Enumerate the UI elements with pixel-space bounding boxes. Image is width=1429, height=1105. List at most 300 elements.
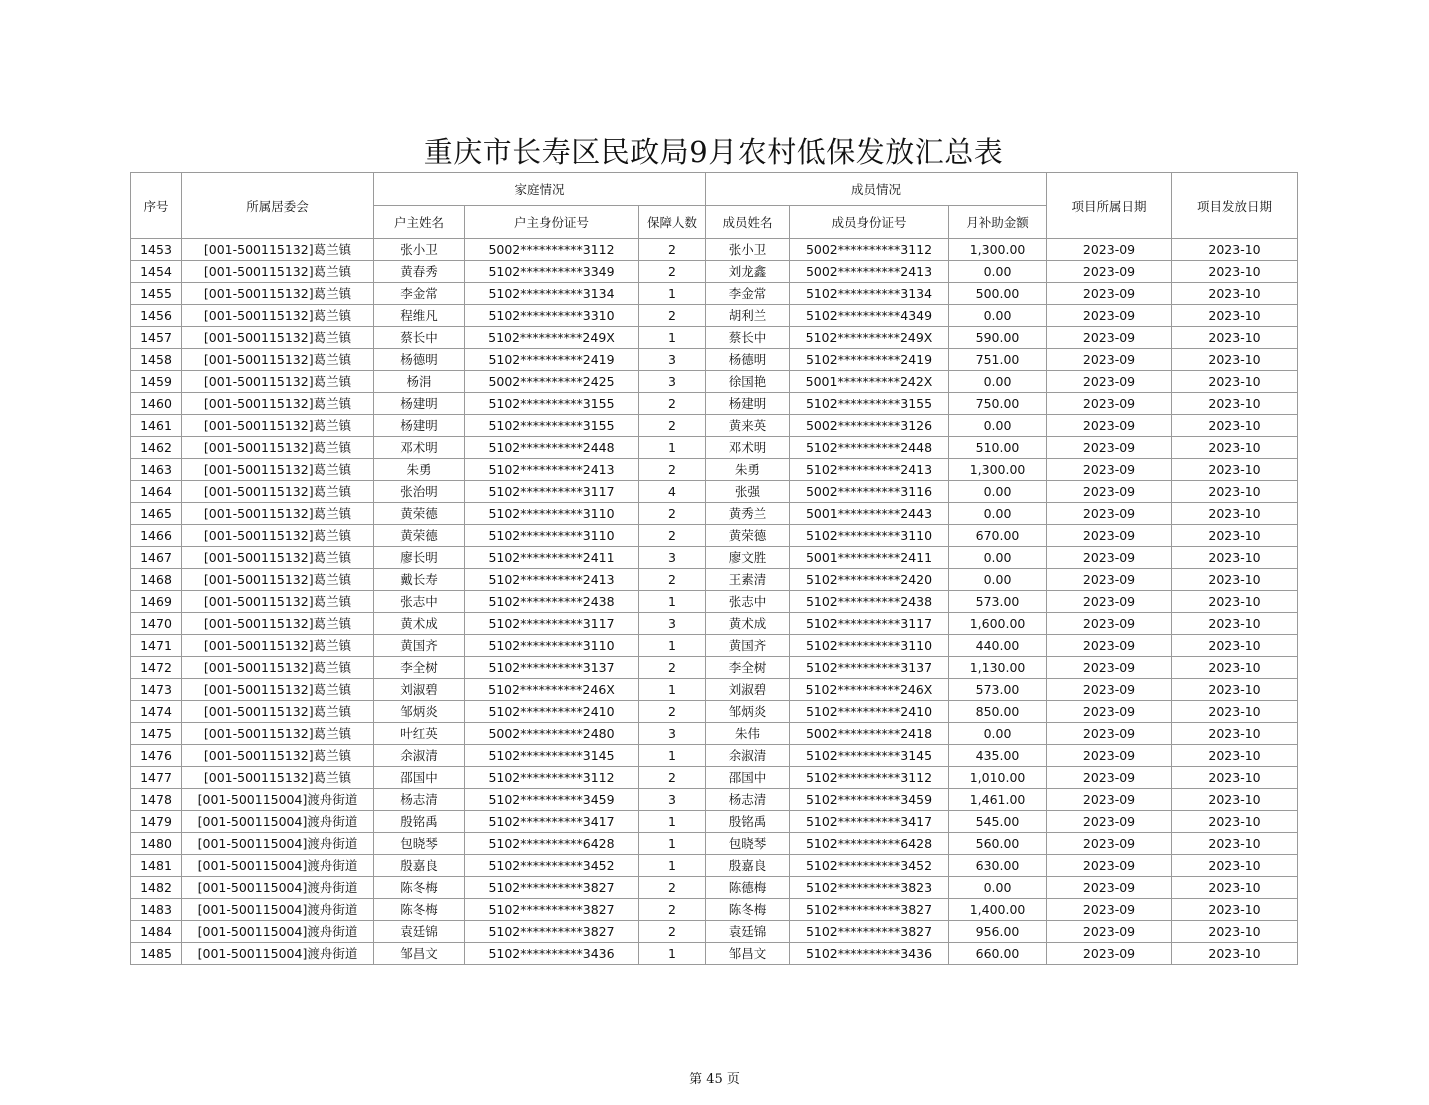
head-name-cell: 黄国齐 <box>374 635 465 657</box>
seq-cell: 1477 <box>131 767 182 789</box>
committee-cell: [001-500115004]渡舟街道 <box>182 921 374 943</box>
head-id-cell: 5102**********2411 <box>465 547 639 569</box>
head-id-cell: 5102**********2410 <box>465 701 639 723</box>
seq-cell: 1478 <box>131 789 182 811</box>
seq-cell: 1469 <box>131 591 182 613</box>
table-row <box>131 569 1298 591</box>
header-amount: 月补助金额 <box>949 206 1047 239</box>
project-date-cell: 2023-09 <box>1047 877 1172 899</box>
count-cell: 2 <box>639 305 706 327</box>
member-id-cell: 5002**********3116 <box>790 481 949 503</box>
committee-cell: [001-500115004]渡舟街道 <box>182 789 374 811</box>
seq-cell: 1457 <box>131 327 182 349</box>
issue-date-cell: 2023-10 <box>1172 635 1298 657</box>
committee-cell: [001-500115132]葛兰镇 <box>182 679 374 701</box>
head-name-cell: 杨建明 <box>374 415 465 437</box>
head-name-cell: 邹昌文 <box>374 943 465 965</box>
project-date-cell: 2023-09 <box>1047 591 1172 613</box>
header-head-id: 户主身份证号 <box>465 206 639 239</box>
header-head-name: 户主姓名 <box>374 206 465 239</box>
project-date-cell: 2023-09 <box>1047 481 1172 503</box>
member-id-cell: 5102**********2420 <box>790 569 949 591</box>
member-id-cell: 5001**********242X <box>790 371 949 393</box>
member-id-cell: 5102**********3459 <box>790 789 949 811</box>
project-date-cell: 2023-09 <box>1047 855 1172 877</box>
issue-date-cell: 2023-10 <box>1172 833 1298 855</box>
head-name-cell: 朱勇 <box>374 459 465 481</box>
project-date-cell: 2023-09 <box>1047 745 1172 767</box>
project-date-cell: 2023-09 <box>1047 767 1172 789</box>
head-id-cell: 5102**********3436 <box>465 943 639 965</box>
amount-cell: 1,300.00 <box>949 459 1047 481</box>
head-name-cell: 黄春秀 <box>374 261 465 283</box>
project-date-cell: 2023-09 <box>1047 657 1172 679</box>
member-name-cell: 陈德梅 <box>706 877 790 899</box>
head-name-cell: 黄荣德 <box>374 525 465 547</box>
member-id-cell: 5102**********2419 <box>790 349 949 371</box>
seq-cell: 1484 <box>131 921 182 943</box>
table-row <box>131 283 1298 305</box>
seq-cell: 1467 <box>131 547 182 569</box>
member-name-cell: 余淑清 <box>706 745 790 767</box>
head-name-cell: 邓术明 <box>374 437 465 459</box>
header-count: 保障人数 <box>639 206 706 239</box>
seq-cell: 1455 <box>131 283 182 305</box>
head-name-cell: 陈冬梅 <box>374 899 465 921</box>
head-id-cell: 5102**********2413 <box>465 459 639 481</box>
member-name-cell: 殷铭禹 <box>706 811 790 833</box>
amount-cell: 1,600.00 <box>949 613 1047 635</box>
issue-date-cell: 2023-10 <box>1172 547 1298 569</box>
member-name-cell: 朱伟 <box>706 723 790 745</box>
header-member-name: 成员姓名 <box>706 206 790 239</box>
member-id-cell: 5102**********6428 <box>790 833 949 855</box>
table-row <box>131 635 1298 657</box>
member-id-cell: 5102**********3823 <box>790 877 949 899</box>
member-id-cell: 5102**********246X <box>790 679 949 701</box>
head-name-cell: 李金常 <box>374 283 465 305</box>
amount-cell: 0.00 <box>949 877 1047 899</box>
issue-date-cell: 2023-10 <box>1172 811 1298 833</box>
head-name-cell: 杨德明 <box>374 349 465 371</box>
member-name-cell: 刘龙鑫 <box>706 261 790 283</box>
member-name-cell: 王素清 <box>706 569 790 591</box>
head-id-cell: 5102**********3117 <box>465 481 639 503</box>
table-row <box>131 679 1298 701</box>
amount-cell: 1,300.00 <box>949 239 1047 261</box>
project-date-cell: 2023-09 <box>1047 415 1172 437</box>
head-name-cell: 邹炳炎 <box>374 701 465 723</box>
committee-cell: [001-500115132]葛兰镇 <box>182 723 374 745</box>
seq-cell: 1459 <box>131 371 182 393</box>
count-cell: 3 <box>639 371 706 393</box>
project-date-cell: 2023-09 <box>1047 811 1172 833</box>
project-date-cell: 2023-09 <box>1047 833 1172 855</box>
head-id-cell: 5002**********2425 <box>465 371 639 393</box>
count-cell: 2 <box>639 701 706 723</box>
project-date-cell: 2023-09 <box>1047 789 1172 811</box>
head-name-cell: 杨涓 <box>374 371 465 393</box>
member-name-cell: 黄来英 <box>706 415 790 437</box>
head-name-cell: 张志中 <box>374 591 465 613</box>
head-name-cell: 袁廷锦 <box>374 921 465 943</box>
head-name-cell: 黄荣德 <box>374 503 465 525</box>
issue-date-cell: 2023-10 <box>1172 745 1298 767</box>
count-cell: 3 <box>639 613 706 635</box>
count-cell: 1 <box>639 833 706 855</box>
count-cell: 2 <box>639 415 706 437</box>
committee-cell: [001-500115132]葛兰镇 <box>182 393 374 415</box>
member-id-cell: 5102**********3145 <box>790 745 949 767</box>
amount-cell: 510.00 <box>949 437 1047 459</box>
count-cell: 2 <box>639 899 706 921</box>
committee-cell: [001-500115132]葛兰镇 <box>182 503 374 525</box>
seq-cell: 1473 <box>131 679 182 701</box>
seq-cell: 1468 <box>131 569 182 591</box>
project-date-cell: 2023-09 <box>1047 371 1172 393</box>
table-row <box>131 701 1298 723</box>
head-id-cell: 5102**********3155 <box>465 415 639 437</box>
table-row <box>131 657 1298 679</box>
issue-date-cell: 2023-10 <box>1172 371 1298 393</box>
count-cell: 3 <box>639 349 706 371</box>
head-id-cell: 5102**********3827 <box>465 921 639 943</box>
table-row <box>131 371 1298 393</box>
committee-cell: [001-500115132]葛兰镇 <box>182 371 374 393</box>
head-name-cell: 殷铭禹 <box>374 811 465 833</box>
committee-cell: [001-500115132]葛兰镇 <box>182 635 374 657</box>
head-id-cell: 5102**********3134 <box>465 283 639 305</box>
project-date-cell: 2023-09 <box>1047 503 1172 525</box>
head-name-cell: 陈冬梅 <box>374 877 465 899</box>
member-id-cell: 5001**********2411 <box>790 547 949 569</box>
issue-date-cell: 2023-10 <box>1172 569 1298 591</box>
table-row <box>131 327 1298 349</box>
member-name-cell: 杨建明 <box>706 393 790 415</box>
committee-cell: [001-500115132]葛兰镇 <box>182 525 374 547</box>
member-id-cell: 5102**********3827 <box>790 921 949 943</box>
count-cell: 2 <box>639 525 706 547</box>
committee-cell: [001-500115132]葛兰镇 <box>182 547 374 569</box>
project-date-cell: 2023-09 <box>1047 723 1172 745</box>
table-row <box>131 437 1298 459</box>
committee-cell: [001-500115004]渡舟街道 <box>182 899 374 921</box>
table-row <box>131 305 1298 327</box>
head-id-cell: 5102**********3145 <box>465 745 639 767</box>
issue-date-cell: 2023-10 <box>1172 591 1298 613</box>
seq-cell: 1471 <box>131 635 182 657</box>
head-name-cell: 杨志清 <box>374 789 465 811</box>
committee-cell: [001-500115132]葛兰镇 <box>182 437 374 459</box>
seq-cell: 1476 <box>131 745 182 767</box>
amount-cell: 0.00 <box>949 305 1047 327</box>
project-date-cell: 2023-09 <box>1047 239 1172 261</box>
seq-cell: 1465 <box>131 503 182 525</box>
count-cell: 1 <box>639 635 706 657</box>
head-id-cell: 5102**********2419 <box>465 349 639 371</box>
head-id-cell: 5102**********3110 <box>465 525 639 547</box>
count-cell: 3 <box>639 789 706 811</box>
issue-date-cell: 2023-10 <box>1172 415 1298 437</box>
header-member-id: 成员身份证号 <box>790 206 949 239</box>
member-name-cell: 杨德明 <box>706 349 790 371</box>
member-name-cell: 李全树 <box>706 657 790 679</box>
table-row <box>131 349 1298 371</box>
table-row <box>131 899 1298 921</box>
member-name-cell: 黄荣德 <box>706 525 790 547</box>
amount-cell: 0.00 <box>949 503 1047 525</box>
table-row <box>131 855 1298 877</box>
head-id-cell: 5102**********3452 <box>465 855 639 877</box>
project-date-cell: 2023-09 <box>1047 547 1172 569</box>
header-member-group: 成员情况 <box>706 173 1047 206</box>
head-id-cell: 5102**********2438 <box>465 591 639 613</box>
amount-cell: 0.00 <box>949 261 1047 283</box>
member-id-cell: 5102**********3134 <box>790 283 949 305</box>
table-row <box>131 547 1298 569</box>
table-row <box>131 833 1298 855</box>
head-id-cell: 5102**********3827 <box>465 877 639 899</box>
count-cell: 4 <box>639 481 706 503</box>
amount-cell: 0.00 <box>949 481 1047 503</box>
issue-date-cell: 2023-10 <box>1172 723 1298 745</box>
count-cell: 1 <box>639 327 706 349</box>
member-id-cell: 5102**********2448 <box>790 437 949 459</box>
head-name-cell: 戴长寿 <box>374 569 465 591</box>
head-id-cell: 5102**********3110 <box>465 635 639 657</box>
project-date-cell: 2023-09 <box>1047 525 1172 547</box>
seq-cell: 1458 <box>131 349 182 371</box>
head-name-cell: 程维凡 <box>374 305 465 327</box>
issue-date-cell: 2023-10 <box>1172 877 1298 899</box>
head-name-cell: 余淑清 <box>374 745 465 767</box>
head-id-cell: 5102**********2448 <box>465 437 639 459</box>
amount-cell: 0.00 <box>949 723 1047 745</box>
amount-cell: 1,010.00 <box>949 767 1047 789</box>
amount-cell: 0.00 <box>949 569 1047 591</box>
member-id-cell: 5102**********3117 <box>790 613 949 635</box>
member-name-cell: 朱勇 <box>706 459 790 481</box>
amount-cell: 1,130.00 <box>949 657 1047 679</box>
member-name-cell: 黄秀兰 <box>706 503 790 525</box>
project-date-cell: 2023-09 <box>1047 943 1172 965</box>
head-id-cell: 5102**********3827 <box>465 899 639 921</box>
head-id-cell: 5102**********3310 <box>465 305 639 327</box>
amount-cell: 0.00 <box>949 371 1047 393</box>
table-row <box>131 767 1298 789</box>
table-row <box>131 415 1298 437</box>
table-row <box>131 239 1298 261</box>
committee-cell: [001-500115132]葛兰镇 <box>182 745 374 767</box>
count-cell: 2 <box>639 877 706 899</box>
amount-cell: 440.00 <box>949 635 1047 657</box>
seq-cell: 1483 <box>131 899 182 921</box>
committee-cell: [001-500115132]葛兰镇 <box>182 415 374 437</box>
issue-date-cell: 2023-10 <box>1172 503 1298 525</box>
project-date-cell: 2023-09 <box>1047 921 1172 943</box>
member-id-cell: 5102**********3436 <box>790 943 949 965</box>
member-id-cell: 5002**********2413 <box>790 261 949 283</box>
member-id-cell: 5002**********3112 <box>790 239 949 261</box>
count-cell: 1 <box>639 745 706 767</box>
table-row <box>131 481 1298 503</box>
table-row <box>131 261 1298 283</box>
member-id-cell: 5102**********3137 <box>790 657 949 679</box>
amount-cell: 670.00 <box>949 525 1047 547</box>
table-row <box>131 503 1298 525</box>
amount-cell: 590.00 <box>949 327 1047 349</box>
issue-date-cell: 2023-10 <box>1172 283 1298 305</box>
committee-cell: [001-500115132]葛兰镇 <box>182 591 374 613</box>
amount-cell: 850.00 <box>949 701 1047 723</box>
amount-cell: 545.00 <box>949 811 1047 833</box>
committee-cell: [001-500115132]葛兰镇 <box>182 459 374 481</box>
head-name-cell: 邵国中 <box>374 767 465 789</box>
header-seq: 序号 <box>131 173 182 239</box>
seq-cell: 1474 <box>131 701 182 723</box>
head-name-cell: 杨建明 <box>374 393 465 415</box>
committee-cell: [001-500115132]葛兰镇 <box>182 283 374 305</box>
count-cell: 2 <box>639 921 706 943</box>
seq-cell: 1453 <box>131 239 182 261</box>
table-row <box>131 591 1298 613</box>
committee-cell: [001-500115132]葛兰镇 <box>182 261 374 283</box>
relief-summary-table <box>130 172 1298 965</box>
header-project-date: 项目所属日期 <box>1047 173 1172 239</box>
member-id-cell: 5102**********3827 <box>790 899 949 921</box>
issue-date-cell: 2023-10 <box>1172 393 1298 415</box>
count-cell: 1 <box>639 679 706 701</box>
issue-date-cell: 2023-10 <box>1172 899 1298 921</box>
head-name-cell: 张小卫 <box>374 239 465 261</box>
table-row <box>131 459 1298 481</box>
head-name-cell: 廖长明 <box>374 547 465 569</box>
head-id-cell: 5102**********3155 <box>465 393 639 415</box>
issue-date-cell: 2023-10 <box>1172 789 1298 811</box>
project-date-cell: 2023-09 <box>1047 635 1172 657</box>
head-name-cell: 刘淑碧 <box>374 679 465 701</box>
member-name-cell: 张小卫 <box>706 239 790 261</box>
count-cell: 1 <box>639 943 706 965</box>
member-name-cell: 张强 <box>706 481 790 503</box>
table-row <box>131 745 1298 767</box>
member-id-cell: 5002**********3126 <box>790 415 949 437</box>
header-committee: 所属居委会 <box>182 173 374 239</box>
seq-cell: 1475 <box>131 723 182 745</box>
issue-date-cell: 2023-10 <box>1172 481 1298 503</box>
count-cell: 1 <box>639 811 706 833</box>
committee-cell: [001-500115004]渡舟街道 <box>182 855 374 877</box>
head-id-cell: 5102**********246X <box>465 679 639 701</box>
committee-cell: [001-500115132]葛兰镇 <box>182 657 374 679</box>
head-id-cell: 5102**********3117 <box>465 613 639 635</box>
amount-cell: 573.00 <box>949 591 1047 613</box>
seq-cell: 1472 <box>131 657 182 679</box>
count-cell: 2 <box>639 569 706 591</box>
issue-date-cell: 2023-10 <box>1172 525 1298 547</box>
project-date-cell: 2023-09 <box>1047 349 1172 371</box>
member-name-cell: 黄国齐 <box>706 635 790 657</box>
committee-cell: [001-500115132]葛兰镇 <box>182 767 374 789</box>
member-id-cell: 5102**********3155 <box>790 393 949 415</box>
count-cell: 3 <box>639 723 706 745</box>
head-id-cell: 5102**********249X <box>465 327 639 349</box>
issue-date-cell: 2023-10 <box>1172 701 1298 723</box>
amount-cell: 0.00 <box>949 547 1047 569</box>
committee-cell: [001-500115132]葛兰镇 <box>182 701 374 723</box>
amount-cell: 560.00 <box>949 833 1047 855</box>
amount-cell: 751.00 <box>949 349 1047 371</box>
member-name-cell: 张志中 <box>706 591 790 613</box>
committee-cell: [001-500115132]葛兰镇 <box>182 481 374 503</box>
project-date-cell: 2023-09 <box>1047 283 1172 305</box>
table-row <box>131 393 1298 415</box>
project-date-cell: 2023-09 <box>1047 679 1172 701</box>
head-id-cell: 5102**********3349 <box>465 261 639 283</box>
head-id-cell: 5002**********3112 <box>465 239 639 261</box>
head-id-cell: 5102**********3459 <box>465 789 639 811</box>
amount-cell: 956.00 <box>949 921 1047 943</box>
seq-cell: 1463 <box>131 459 182 481</box>
seq-cell: 1461 <box>131 415 182 437</box>
seq-cell: 1460 <box>131 393 182 415</box>
seq-cell: 1454 <box>131 261 182 283</box>
member-name-cell: 杨志清 <box>706 789 790 811</box>
member-name-cell: 胡利兰 <box>706 305 790 327</box>
seq-cell: 1470 <box>131 613 182 635</box>
issue-date-cell: 2023-10 <box>1172 239 1298 261</box>
project-date-cell: 2023-09 <box>1047 613 1172 635</box>
head-id-cell: 5102**********3137 <box>465 657 639 679</box>
project-date-cell: 2023-09 <box>1047 437 1172 459</box>
member-name-cell: 黄术成 <box>706 613 790 635</box>
table-row <box>131 943 1298 965</box>
member-name-cell: 陈冬梅 <box>706 899 790 921</box>
member-id-cell: 5102**********3110 <box>790 635 949 657</box>
head-id-cell: 5102**********3417 <box>465 811 639 833</box>
table-row <box>131 811 1298 833</box>
count-cell: 2 <box>639 239 706 261</box>
amount-cell: 1,461.00 <box>949 789 1047 811</box>
project-date-cell: 2023-09 <box>1047 701 1172 723</box>
count-cell: 1 <box>639 283 706 305</box>
project-date-cell: 2023-09 <box>1047 569 1172 591</box>
table-row <box>131 525 1298 547</box>
project-date-cell: 2023-09 <box>1047 327 1172 349</box>
table-row <box>131 789 1298 811</box>
issue-date-cell: 2023-10 <box>1172 437 1298 459</box>
issue-date-cell: 2023-10 <box>1172 459 1298 481</box>
header-issue-date: 项目发放日期 <box>1172 173 1298 239</box>
project-date-cell: 2023-09 <box>1047 459 1172 481</box>
issue-date-cell: 2023-10 <box>1172 305 1298 327</box>
count-cell: 1 <box>639 591 706 613</box>
committee-cell: [001-500115132]葛兰镇 <box>182 569 374 591</box>
committee-cell: [001-500115004]渡舟街道 <box>182 877 374 899</box>
amount-cell: 1,400.00 <box>949 899 1047 921</box>
member-id-cell: 5102**********249X <box>790 327 949 349</box>
member-name-cell: 邹昌文 <box>706 943 790 965</box>
committee-cell: [001-500115132]葛兰镇 <box>182 327 374 349</box>
committee-cell: [001-500115004]渡舟街道 <box>182 943 374 965</box>
project-date-cell: 2023-09 <box>1047 899 1172 921</box>
member-name-cell: 邵国中 <box>706 767 790 789</box>
member-id-cell: 5001**********2443 <box>790 503 949 525</box>
count-cell: 2 <box>639 767 706 789</box>
head-id-cell: 5102**********2413 <box>465 569 639 591</box>
committee-cell: [001-500115004]渡舟街道 <box>182 811 374 833</box>
count-cell: 2 <box>639 657 706 679</box>
